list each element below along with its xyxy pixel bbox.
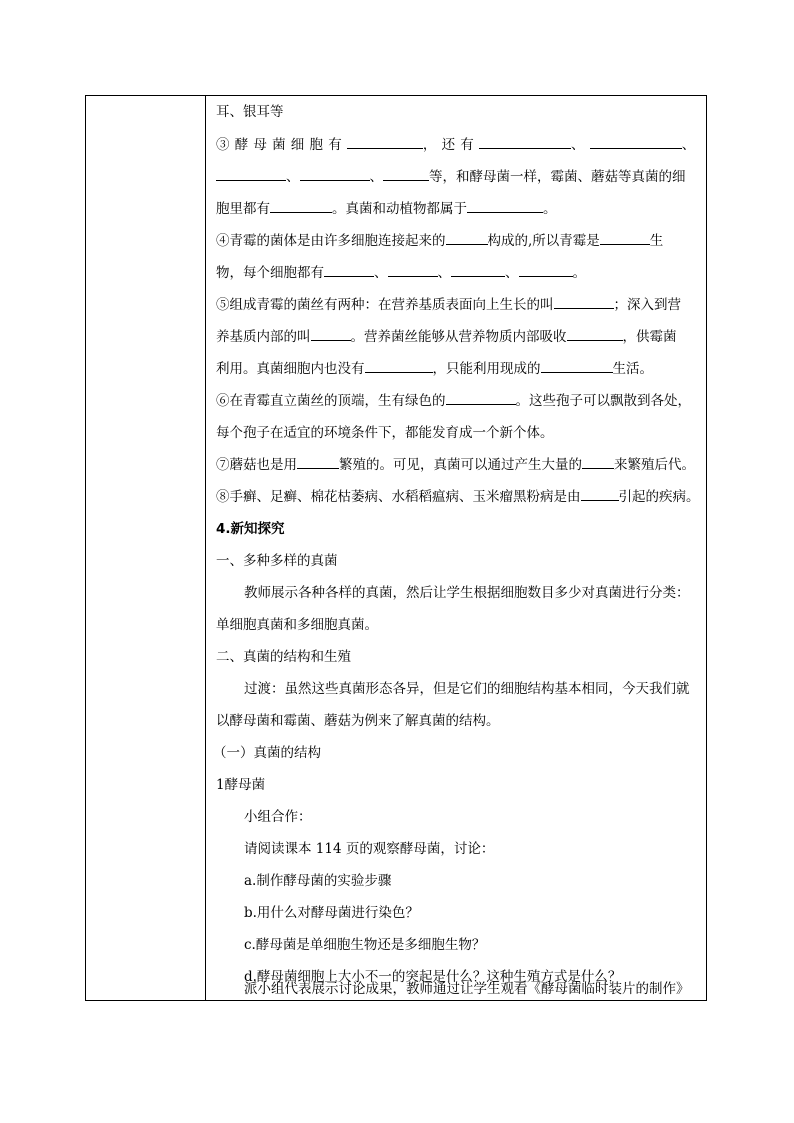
fill-in-blank (365, 360, 433, 373)
text-line (216, 392, 691, 410)
text-line (216, 616, 378, 634)
text-segment: 、 (571, 137, 590, 153)
text-segment: 、 (369, 169, 383, 185)
fill-in-blank (541, 360, 613, 373)
table-left-cell (86, 96, 206, 1000)
section-heading (216, 520, 285, 538)
fill-in-blank (300, 168, 370, 181)
fill-in-blank (581, 488, 619, 501)
text-segment: 一、多种多样的真菌 (216, 553, 338, 569)
text-segment: 。 (543, 201, 557, 217)
text-segment: 胞里都有 (216, 201, 270, 217)
text-segment: ⑦蘑菇也是用 (216, 457, 297, 473)
fill-in-blank (554, 296, 614, 309)
text-segment: 派小组代表展示讨论成果，教师通过让学生观看《酵母菌临时装片的制作》 (244, 981, 690, 997)
fill-in-blank (347, 136, 423, 149)
text-segment: 每个孢子在适宜的环境条件下，都能发育成一个新个体。 (216, 425, 554, 441)
text-line (216, 776, 265, 794)
text-segment: ⑧手癣、足癣、棉花枯萎病、水稻稻瘟病、玉米瘤黑粉病是由 (216, 489, 581, 505)
fill-in-blank (479, 136, 571, 149)
table-content-cell (207, 96, 706, 1000)
text-segment: a.制作酵母菌的实验步骤 (244, 873, 392, 889)
fill-in-blank (297, 456, 339, 469)
fill-in-blank (388, 264, 438, 277)
text-segment: ④青霉的菌体是由许多细胞连接起来的 (216, 233, 446, 249)
text-segment: 物，每个细胞都有 (216, 265, 324, 281)
fill-in-blank (600, 232, 650, 245)
text-segment: 以酵母菌和霉菌、蘑菇为例来了解真菌的结构。 (216, 713, 500, 729)
text-segment: 。真菌和动植物都属于 (332, 201, 467, 217)
fill-in-blank (311, 328, 351, 341)
text-segment: 。这些孢子可以飘散到各处， (515, 393, 691, 409)
fill-in-blank (451, 264, 505, 277)
text-segment: c.酵母菌是单细胞生物还是多细胞生物？ (244, 937, 486, 953)
text-line (216, 552, 338, 570)
text-line (216, 456, 695, 474)
text-line (244, 808, 312, 826)
text-segment: 二、真菌的结构和生殖 (216, 649, 351, 665)
text-line (216, 424, 554, 442)
text-line (244, 872, 391, 890)
text-segment: ⑤组成青霉的菌丝有两种：在营养基质表面向上生长的叫 (216, 297, 554, 313)
text-segment: 小组合作： (244, 809, 312, 825)
text-segment: 、 (374, 265, 388, 281)
text-segment: 生 (649, 233, 664, 249)
text-line (216, 264, 586, 282)
text-segment: 、 (505, 265, 519, 281)
text-line (216, 136, 700, 154)
fill-in-blank (446, 232, 488, 245)
text-segment: 。营养菌丝能够从营养物质内部吸收 (350, 329, 567, 345)
text-segment: 1酵母菌 (216, 777, 266, 793)
text-segment: 利用。真菌细胞内也没有 (216, 361, 365, 377)
text-segment: ；深入到营 (613, 297, 681, 313)
fill-in-blank (467, 200, 543, 213)
text-line (216, 200, 557, 218)
text-segment: d.酵母菌细胞上大小不一的突起是什么？这种生殖方式是什么？ (244, 969, 622, 985)
text-segment: 、 (681, 137, 701, 153)
fill-in-blank (383, 168, 429, 181)
text-segment: b.用什么对酵母菌进行染色？ (244, 905, 419, 921)
text-segment: 4.新知探究 (216, 521, 285, 537)
text-line (216, 360, 653, 378)
text-line (216, 712, 500, 730)
text-segment: 、 (286, 169, 300, 185)
fill-in-blank (270, 200, 332, 213)
text-segment: ，供霉菌 (622, 329, 677, 345)
text-line (244, 904, 419, 922)
text-segment: 、 (437, 265, 451, 281)
text-line (213, 744, 321, 762)
text-segment: ，只能利用现成的 (432, 361, 541, 377)
text-line (244, 980, 690, 998)
fill-in-blank (446, 392, 516, 405)
fill-in-blank (582, 456, 614, 469)
text-segment: （一）真菌的结构 (213, 745, 321, 761)
text-segment: ⑥在青霉直立菌丝的顶端，生有绿色的 (216, 393, 446, 409)
text-segment: 过渡：虽然这些真菌形态各异，但是它们的细胞结构基本相同，今天我们就 (244, 681, 690, 697)
text-segment: 来繁殖后代。 (614, 457, 695, 473)
text-line (244, 840, 494, 858)
fill-in-blank (216, 168, 286, 181)
fill-in-blank (590, 136, 682, 149)
text-line (244, 584, 690, 602)
fill-in-blank (519, 264, 573, 277)
text-line (216, 648, 351, 666)
text-line (216, 488, 700, 506)
text-segment: 引起的疾病。 (618, 489, 700, 505)
text-segment: 生活。 (612, 361, 653, 377)
lesson-table (85, 95, 707, 1001)
fill-in-blank (324, 264, 374, 277)
text-segment: ③酵母菌细胞有 (216, 137, 347, 153)
text-segment: 繁殖的。可见，真菌可以通过产生大量的 (339, 457, 582, 473)
text-line (216, 103, 284, 121)
text-line (244, 680, 690, 698)
text-segment: ，还有 (422, 137, 480, 153)
text-line (244, 936, 485, 954)
text-segment: 养基质内部的叫 (216, 329, 311, 345)
text-line (216, 296, 681, 314)
text-line (216, 328, 677, 346)
text-segment: 等，和酵母菌一样，霉菌、蘑菇等真菌的细 (429, 169, 686, 185)
text-segment: 请阅读课本 114 页的观察酵母菌，讨论： (244, 841, 495, 857)
text-line (216, 168, 686, 186)
fill-in-blank (567, 328, 623, 341)
text-line (216, 232, 663, 250)
text-segment: 构成的,所以青霉是 (487, 233, 600, 249)
text-segment: 单细胞真菌和多细胞真菌。 (216, 617, 378, 633)
text-segment: 。 (572, 265, 586, 281)
text-segment: 耳、银耳等 (216, 104, 284, 120)
text-segment: 教师展示各种各样的真菌，然后让学生根据细胞数目多少对真菌进行分类： (244, 585, 690, 601)
